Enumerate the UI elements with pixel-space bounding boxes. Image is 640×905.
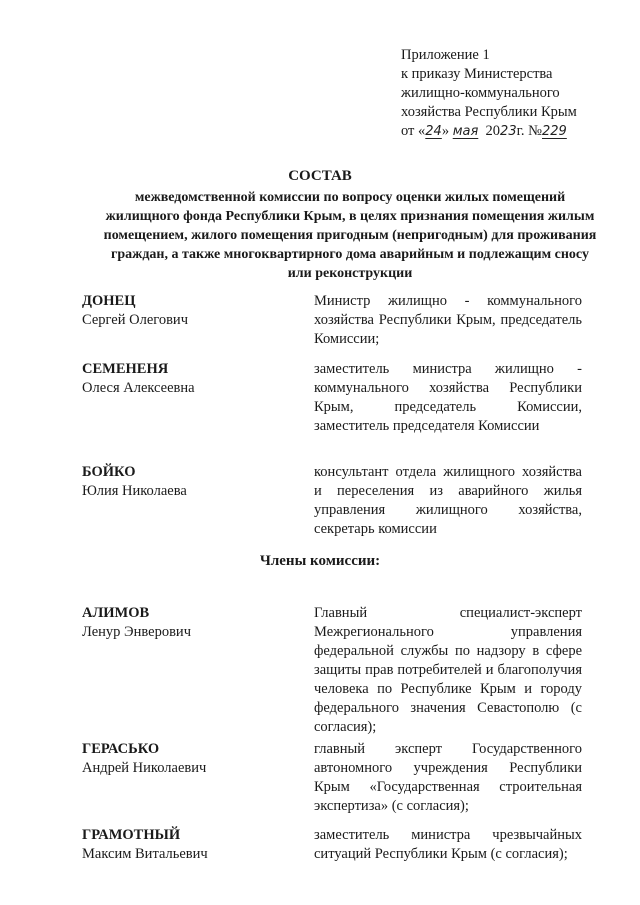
member-given-name: Сергей Олегович <box>82 312 188 328</box>
handwritten-year: 23 <box>500 124 517 139</box>
handwritten-day: 24 <box>425 124 442 139</box>
member-role: Главный специалист-эксперт Межрегионального управления федеральной службы по надзору в сфере защиты прав потребителей и благополучия человека по Республике Крым и городу федерального значения Севастополю (с согласия); <box>314 605 582 735</box>
member-surname: ГЕРАСЬКО <box>82 741 160 757</box>
appendix-line-2: к приказу Министерства <box>401 66 553 82</box>
member-name <box>82 463 292 501</box>
member-role: заместитель министра чрезвычайных ситуаций Республики Крым (с согласия); <box>314 827 582 862</box>
date-prefix: от « <box>401 123 426 139</box>
member-role: консультант отдела жилищного хозяйства и переселения из аварийного жилья управления жилищного хозяйства, секретарь комиссии <box>314 464 582 537</box>
member-surname: ДОНЕЦ <box>82 293 136 309</box>
member-given-name: Юлия Николаева <box>82 483 187 499</box>
handwritten-number: 229 <box>542 124 567 139</box>
document-title: СОСТАВ <box>288 168 352 184</box>
member-role: главный эксперт Государственного автономного учреждения Республики Крым «Государственная строительная экспертиза» (с согласия); <box>314 741 582 814</box>
member-name <box>82 604 292 642</box>
year-prefix: 20 <box>485 123 501 139</box>
member-name <box>82 826 292 864</box>
member-given-name: Олеся Алексеевна <box>82 380 195 396</box>
member-name <box>82 360 292 398</box>
appendix-line-1: Приложение 1 <box>401 47 490 63</box>
document-subtitle: межведомственной комиссии по вопросу оценки жилых помещений жилищного фонда Республики Крым, в целях признания помещения жилым помещением, жилого помещения пригодным (непригодным) для проживания граждан, а также многоквартирного дома аварийным и подлежащим сносу или реконструкции <box>103 190 597 281</box>
member-given-name: Ленур Энверович <box>82 624 191 640</box>
appendix-date-line <box>401 122 577 141</box>
member-surname: СЕМЕНЕНЯ <box>82 361 169 377</box>
handwritten-month: мая <box>452 124 479 139</box>
appendix-header <box>401 46 577 141</box>
appendix-line-3: жилищно-коммунального <box>401 85 560 101</box>
member-surname: ГРАМОТНЫЙ <box>82 827 181 843</box>
member-name <box>82 292 292 330</box>
member-surname: БОЙКО <box>82 464 136 480</box>
number-prefix: г. № <box>516 123 542 139</box>
members-heading: Члены комиссии: <box>259 553 381 569</box>
date-mid: » <box>441 123 450 139</box>
member-role: заместитель министра жилищно - коммунального хозяйства Республики Крым, председатель Комиссии, заместитель председателя Комиссии <box>314 361 582 434</box>
member-given-name: Максим Витальевич <box>82 846 208 862</box>
member-given-name: Андрей Николаевич <box>82 760 207 776</box>
member-surname: АЛИМОВ <box>82 605 150 621</box>
appendix-line-4: хозяйства Республики Крым <box>401 104 577 120</box>
member-name <box>82 740 292 778</box>
member-role: Министр жилищно - коммунального хозяйства Республики Крым, председатель Комиссии; <box>314 293 582 347</box>
